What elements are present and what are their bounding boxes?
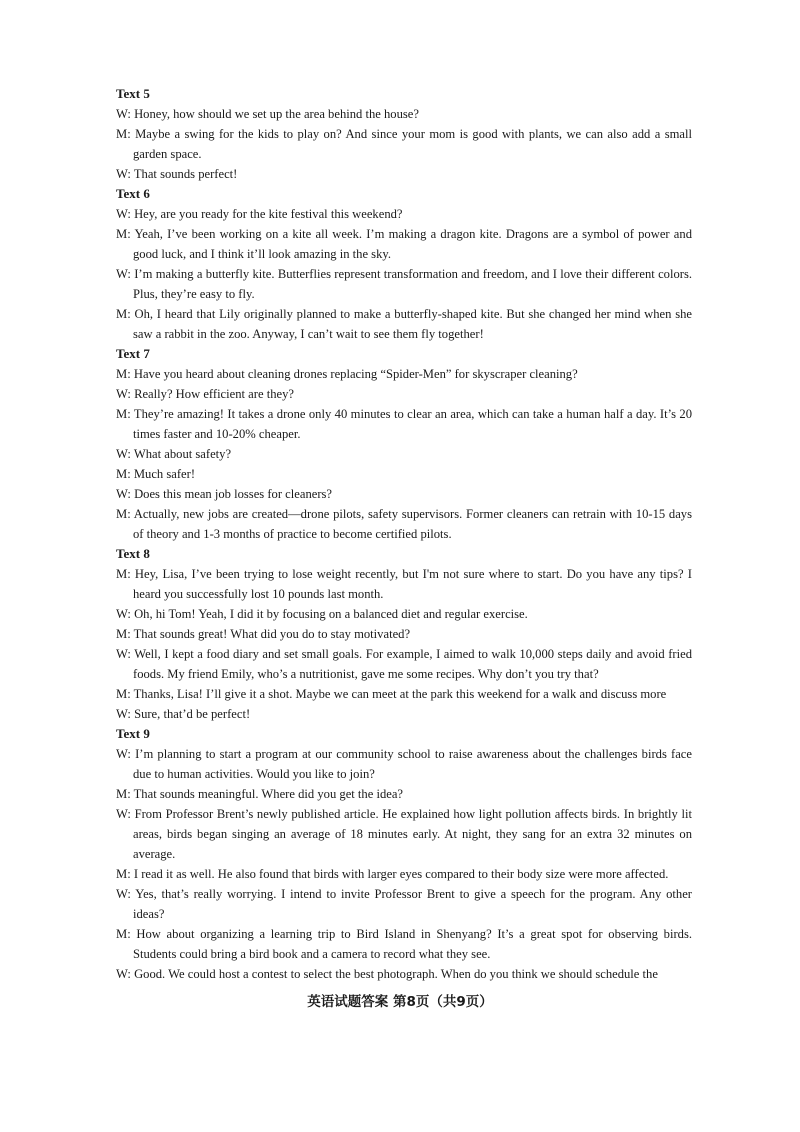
dialogue-line: M: Much safer! [116,467,196,481]
section-heading: Text 5 [116,86,150,101]
dialogue-line: W: I’m making a butterfly kite. Butterflies represent transformation and freedom, and I love their different colors. Plus, they’re easy to fly. [116,267,692,301]
dialogue-line: W: Oh, hi Tom! Yeah, I did it by focusing on a balanced diet and regular exercise. [116,607,528,621]
section-heading: Text 9 [116,726,150,741]
dialogue-line: W: Well, I kept a food diary and set small goals. For example, I aimed to walk 10,000 steps daily and avoid fried foods. My friend Emily, who’s a nutritionist, gave me some recipes. Why don’t you try that? [116,647,692,681]
dialogue-line: M: Hey, Lisa, I’ve been trying to lose weight recently, but I'm not sure where to start. Do you have any tips? I heard you successfully lost 10 pounds last month. [116,567,692,601]
dialogue-line: M: Actually, new jobs are created—drone pilots, safety supervisors. Former cleaners can retrain with 10-15 days of theory and 1-3 months of practice to become certified pilots. [116,507,692,541]
dialogue-line: M: Oh, I heard that Lily originally planned to make a butterfly-shaped kite. But she changed her mind when she saw a rabbit in the zoo. Anyway, I can’t wait to see them fly together! [116,307,692,341]
dialogue-line: M: Have you heard about cleaning drones replacing “Spider-Men” for skyscraper cleaning? [116,367,578,381]
section-text-6 [116,184,692,344]
dialogue-line: W: Really? How efficient are they? [116,387,294,401]
dialogue-line: M: Yeah, I’ve been working on a kite all week. I’m making a dragon kite. Dragons are a symbol of power and good luck, and I think it’ll look amazing in the sky. [116,227,692,261]
dialogue-line: W: Yes, that’s really worrying. I intend to invite Professor Brent to give a speech for the program. Any other ideas? [116,887,692,921]
dialogue-line: W: What about safety? [116,447,232,461]
dialogue-line: W: Does this mean job losses for cleaners? [116,487,333,501]
section-text-7 [116,344,692,544]
section-text-5 [116,84,692,184]
section-heading: Text 8 [116,546,150,561]
dialogue-line: W: Hey, are you ready for the kite festival this weekend? [116,207,403,221]
dialogue-line: M: I read it as well. He also found that birds with larger eyes compared to their body size were more affected. [116,867,669,881]
page-footer: 英语试题答案 第8页（共9页） [307,994,493,1010]
dialogue-line: M: Thanks, Lisa! I’ll give it a shot. Maybe we can meet at the park this weekend for a walk and discuss more [116,687,667,701]
dialogue-line: W: That sounds perfect! [116,167,238,181]
transcript-body [116,84,692,984]
dialogue-line: W: I’m planning to start a program at our community school to raise awareness about the challenges birds face due to human activities. Would you like to join? [116,747,692,781]
dialogue-line: W: Sure, that’d be perfect! [116,707,251,721]
dialogue-line: W: Honey, how should we set up the area behind the house? [116,107,419,121]
section-heading: Text 6 [116,186,150,201]
dialogue-line: W: Good. We could host a contest to select the best photograph. When do you think we should schedule the [116,967,658,981]
dialogue-line: W: From Professor Brent’s newly published article. He explained how light pollution affects birds. In brightly lit areas, birds began singing an average of 18 minutes early. At night, they sang for an extra 32 minutes on average. [116,807,692,861]
dialogue-line: M: Maybe a swing for the kids to play on? And since your mom is good with plants, we can also add a small garden space. [116,127,692,161]
section-text-8 [116,544,692,724]
dialogue-line: M: That sounds great! What did you do to stay motivated? [116,627,411,641]
dialogue-line: M: How about organizing a learning trip to Bird Island in Shenyang? It’s a great spot for observing birds. Students could bring a bird book and a camera to record what they see. [116,927,692,961]
section-heading: Text 7 [116,346,150,361]
dialogue-line: M: That sounds meaningful. Where did you get the idea? [116,787,404,801]
section-text-9 [116,724,692,984]
dialogue-line: M: They’re amazing! It takes a drone only 40 minutes to clear an area, which can take a human half a day. It’s 20 times faster and 10-20% cheaper. [116,407,692,441]
